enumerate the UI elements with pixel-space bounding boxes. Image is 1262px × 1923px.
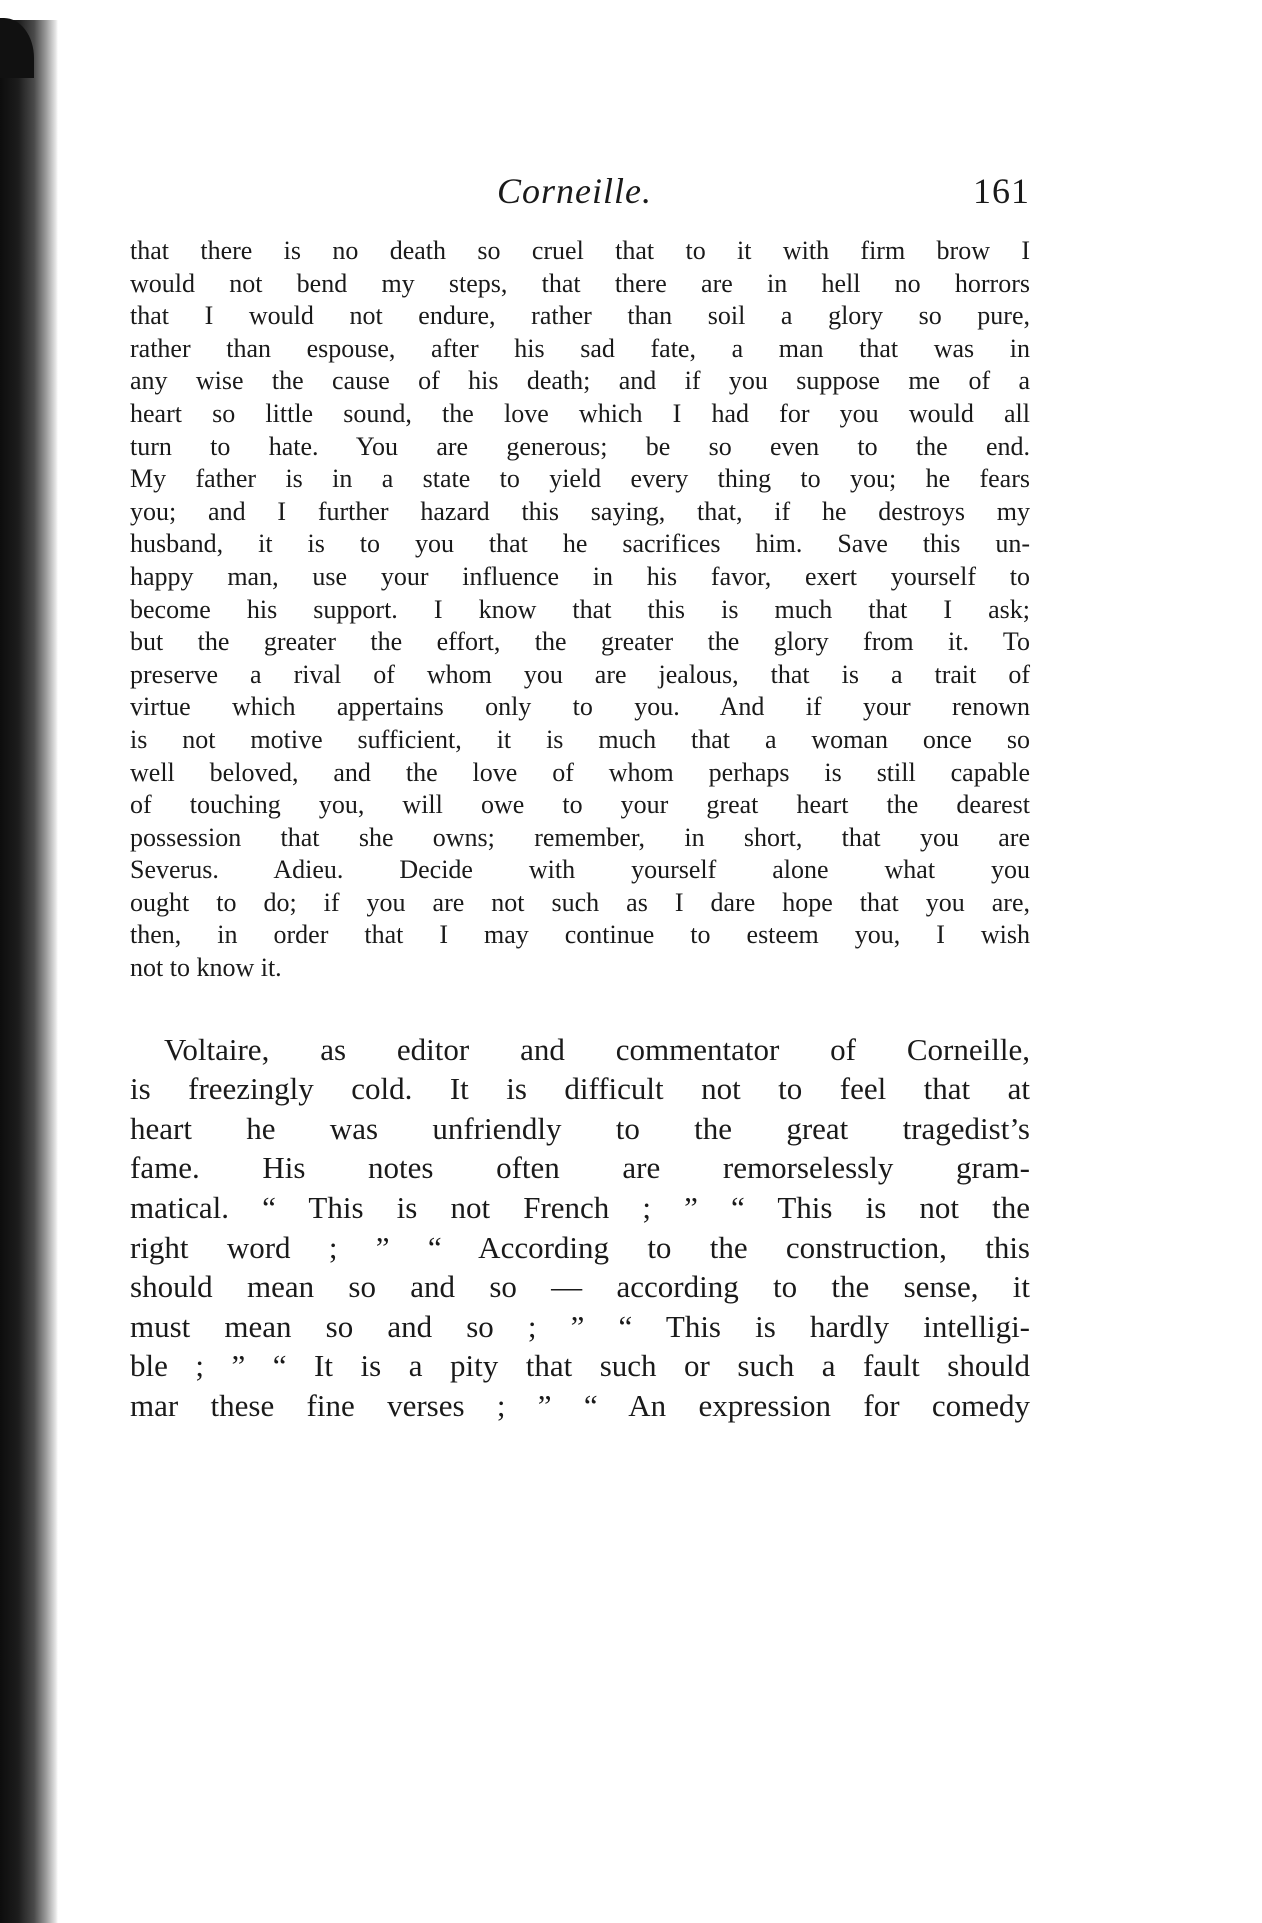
quote-line: possession that she owns; remember, in short, that you are: [130, 822, 1030, 852]
page-number: 161: [973, 171, 1030, 211]
body-line: should mean so and so — according to the sense, it: [130, 1269, 1030, 1305]
quote-line: that I would not endure, rather than soil a glory so pure,: [130, 301, 1030, 331]
quote-line: heart so little sound, the love which I had for you would all: [130, 398, 1030, 428]
quote-line: husband, it is to you that he sacrifices him. Save this un-: [130, 529, 1030, 559]
body-line: matical. “ This is not French ; ” “ This is not the: [130, 1190, 1030, 1226]
body-paragraph: [130, 1030, 1030, 1426]
body-line: heart he was unfriendly to the great tragedist’s: [130, 1110, 1030, 1146]
quote-line: preserve a rival of whom you are jealous, that is a trait of: [130, 659, 1030, 689]
quote-line: is not motive sufficient, it is much that a woman once so: [130, 724, 1030, 754]
body-line: ble ; ” “ It is a pity that such or such a fault should: [130, 1348, 1030, 1384]
quote-line: My father is in a state to yield every thing to you; he fears: [130, 464, 1030, 494]
quote-line: would not bend my steps, that there are in hell no horrors: [130, 268, 1030, 298]
quote-line: of touching you, will owe to your great heart the dearest: [130, 790, 1030, 820]
quote-line: ought to do; if you are not such as I dare hope that you are,: [130, 887, 1030, 917]
book-binding-edge: [0, 20, 58, 1923]
quoted-letter: [130, 235, 1030, 985]
quote-line: but the greater the effort, the greater the glory from it. To: [130, 627, 1030, 657]
quote-line: well beloved, and the love of whom perhaps is still capable: [130, 757, 1030, 787]
book-page: [130, 170, 1030, 1426]
quote-line: turn to hate. You are generous; be so even to the end.: [130, 431, 1030, 461]
body-line: is freezingly cold. It is difficult not to feel that at: [130, 1071, 1030, 1107]
quote-line: virtue which appertains only to you. And if your renown: [130, 692, 1030, 722]
body-line: must mean so and so ; ” “ This is hardly intelligi-: [130, 1308, 1030, 1344]
body-line: fame. His notes often are remorselessly gram-: [130, 1150, 1030, 1186]
running-head: [130, 170, 1030, 230]
quote-line: happy man, use your influence in his favor, exert yourself to: [130, 561, 1030, 591]
body-line: mar these fine verses ; ” “ An expression for comedy: [130, 1388, 1030, 1423]
quote-line: not to know it.: [130, 953, 282, 983]
quote-line: that there is no death so cruel that to it with firm brow I: [130, 236, 1030, 265]
quote-line: rather than espouse, after his sad fate, a man that was in: [130, 333, 1030, 363]
body-line: right word ; ” “ According to the construction, this: [130, 1229, 1030, 1265]
quote-line: become his support. I know that this is much that I ask;: [130, 594, 1030, 624]
quote-line: any wise the cause of his death; and if you suppose me of a: [130, 366, 1030, 396]
quote-line: Severus. Adieu. Decide with yourself alone what you: [130, 855, 1030, 885]
body-line: Voltaire, as editor and commentator of Corneille,: [164, 1031, 1030, 1067]
quote-line: you; and I further hazard this saying, that, if he destroys my: [130, 496, 1030, 526]
running-title: Corneille.: [497, 171, 652, 211]
quote-line: then, in order that I may continue to esteem you, I wish: [130, 920, 1030, 950]
